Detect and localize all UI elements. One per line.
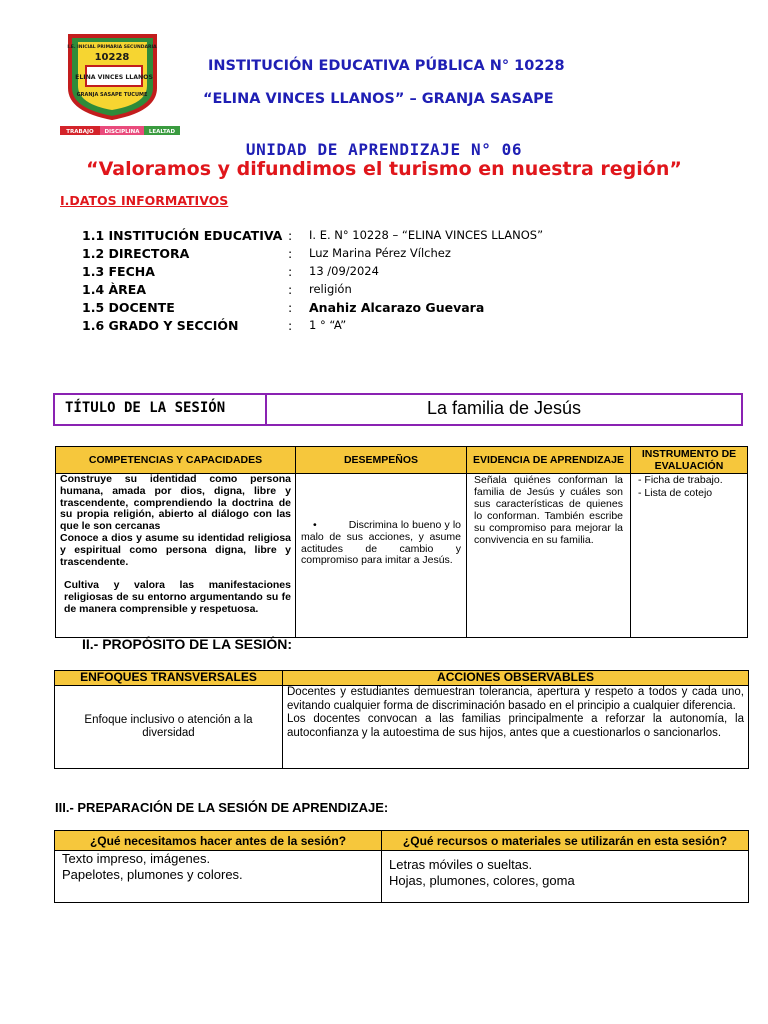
session-title-value-cell	[267, 395, 741, 424]
table-header-row	[56, 447, 748, 474]
header-evidencia: EVIDENCIA DE APRENDIZAJE	[467, 447, 631, 474]
datos-value: I. E. N° 10228 – “ELINA VINCES LLANOS”	[309, 228, 544, 242]
antes-cell	[55, 851, 382, 903]
recursos-item: Hojas, plumones, colores, goma	[389, 873, 575, 888]
logo-top-text: I.E. INICIAL PRIMARIA SECUNDARIA	[67, 45, 157, 50]
header-acciones: ACCIONES OBSERVABLES	[283, 671, 749, 686]
header-antes: ¿Qué necesitamos hacer antes de la sesión?	[55, 831, 382, 851]
datos-colon: :	[288, 264, 293, 279]
datos-colon: :	[288, 318, 293, 333]
datos-label: 1.5 DOCENTE	[82, 300, 175, 315]
recursos-item: Letras móviles o sueltas.	[389, 857, 533, 872]
unit-motto: “Valoramos y difundimos el turismo en nuestra región”	[86, 158, 682, 180]
logo-ribbon-trabajo: TRABAJO	[66, 129, 94, 135]
session-title-box	[53, 393, 743, 426]
datos-value: 13 /09/2024	[309, 264, 379, 278]
competencias-table	[55, 446, 748, 638]
logo-number: 10228	[94, 52, 130, 63]
bullet-icon: •	[313, 519, 317, 531]
antes-item: Texto impreso, imágenes.	[62, 851, 211, 866]
logo-place: GRANJA SASAPE TUCUME	[76, 92, 148, 98]
capacidad-text: Cultiva y valora las manifestaciones religiosas de su entorno argumentando su fe de manera comprensible y respetuosa.	[64, 579, 291, 615]
datos-colon: :	[288, 228, 293, 243]
datos-label: 1.3 FECHA	[82, 264, 155, 279]
desempenos-cell	[296, 474, 467, 638]
acciones-cell	[283, 686, 749, 769]
antes-item: Papelotes, plumones y colores.	[62, 867, 243, 882]
datos-value: religión	[309, 282, 352, 296]
logo-ribbon-disciplina: DISCIPLINA	[104, 129, 140, 135]
section-preparacion-heading: III.- PREPARACIÓN DE LA SESIÓN DE APRENDIZAJE:	[55, 800, 389, 815]
header-desempenos: DESEMPEÑOS	[296, 447, 467, 474]
preparacion-table	[54, 830, 749, 903]
table-header-row	[55, 831, 749, 851]
datos-value: Luz Marina Pérez Vílchez	[309, 246, 451, 260]
unit-title: UNIDAD DE APRENDIZAJE N° 06	[245, 140, 523, 159]
section-proposito-heading: II.- PROPÓSITO DE LA SESIÓN:	[82, 636, 293, 652]
datos-colon: :	[288, 300, 293, 315]
datos-label: 1.6 GRADO Y SECCIÓN	[82, 318, 239, 333]
accion-text: Los docentes convocan a las familias principalmente a reforzar la autonomía, la autoconfianza y la autoestima de sus hijos, antes que a cuestionarlos o sancionarlos.	[287, 713, 744, 739]
table-header-row	[55, 671, 749, 686]
session-title-label: TÍTULO DE LA SESIÓN	[65, 400, 226, 416]
datos-label: 1.2 DIRECTORA	[82, 246, 190, 261]
evidencia-cell	[467, 474, 631, 638]
section-datos-heading: I.DATOS INFORMATIVOS	[60, 193, 229, 208]
accion-text: Docentes y estudiantes demuestran tolerancia, apertura y respeto a todos y cada uno, evitando cualquier forma de discriminación basado en el principio a cualquier diferencia.	[287, 686, 744, 712]
header-enfoques: ENFOQUES TRANSVERSALES	[55, 671, 283, 686]
logo-name: ELINA VINCES LLANOS	[75, 74, 153, 81]
recursos-cell	[382, 851, 749, 903]
instrumento-item: - Ficha de trabajo.	[638, 474, 723, 486]
header-competencias: COMPETENCIAS Y CAPACIDADES	[56, 447, 296, 474]
datos-label: 1.1 INSTITUCIÓN EDUCATIVA	[82, 228, 283, 243]
capacidad-text: Conoce a dios y asume su identidad religiosa y espiritual como persona digna, libre y trascendente.	[60, 531, 291, 568]
desempeno-text: Discrimina lo bueno y lo malo de sus acciones, y asume actitudes de cambio y compromiso para imitar a Jesús.	[301, 519, 461, 567]
evidencia-text: Señala quiénes conforman la familia de Jesús y cuáles son sus características de quienes lo conforman. También escribe su compromiso para mejorar la convivencia en su familia.	[474, 474, 623, 546]
header-instrumento: INSTRUMENTO DE EVALUACIÓN	[631, 447, 748, 474]
table-row	[55, 686, 749, 769]
competencia-text: Construye su identidad como persona humana, amada por dios, digna, libre y trascendente, comprendiendo la doctrina de su propia religión, abierto al diálogo con las que le son cercanas	[60, 473, 291, 533]
competencias-cell	[56, 474, 296, 638]
session-title-label-cell	[55, 395, 267, 424]
session-title: La familia de Jesús	[426, 398, 582, 418]
table-row	[55, 851, 749, 903]
instrumento-item: - Lista de cotejo	[638, 486, 713, 499]
header-recursos: ¿Qué recursos o materiales se utilizarán en esta sesión?	[382, 831, 749, 851]
datos-value: Anahiz Alcarazo Guevara	[309, 300, 485, 315]
datos-colon: :	[288, 282, 293, 297]
school-logo	[60, 30, 190, 140]
table-row	[56, 474, 748, 638]
datos-colon: :	[288, 246, 293, 261]
logo-ribbon-lealtad: LEALTAD	[148, 129, 176, 135]
enfoque-cell: Enfoque inclusivo o atención a la diversidad	[55, 686, 283, 769]
institution-name: INSTITUCIÓN EDUCATIVA PÚBLICA N° 10228	[208, 58, 565, 74]
instrumento-cell	[631, 474, 748, 638]
datos-value: 1 ° “A”	[309, 318, 347, 332]
enfoques-table	[54, 670, 749, 769]
datos-label: 1.4 ÀREA	[82, 282, 147, 297]
school-name: “ELINA VINCES LLANOS” – GRANJA SASAPE	[203, 91, 554, 107]
